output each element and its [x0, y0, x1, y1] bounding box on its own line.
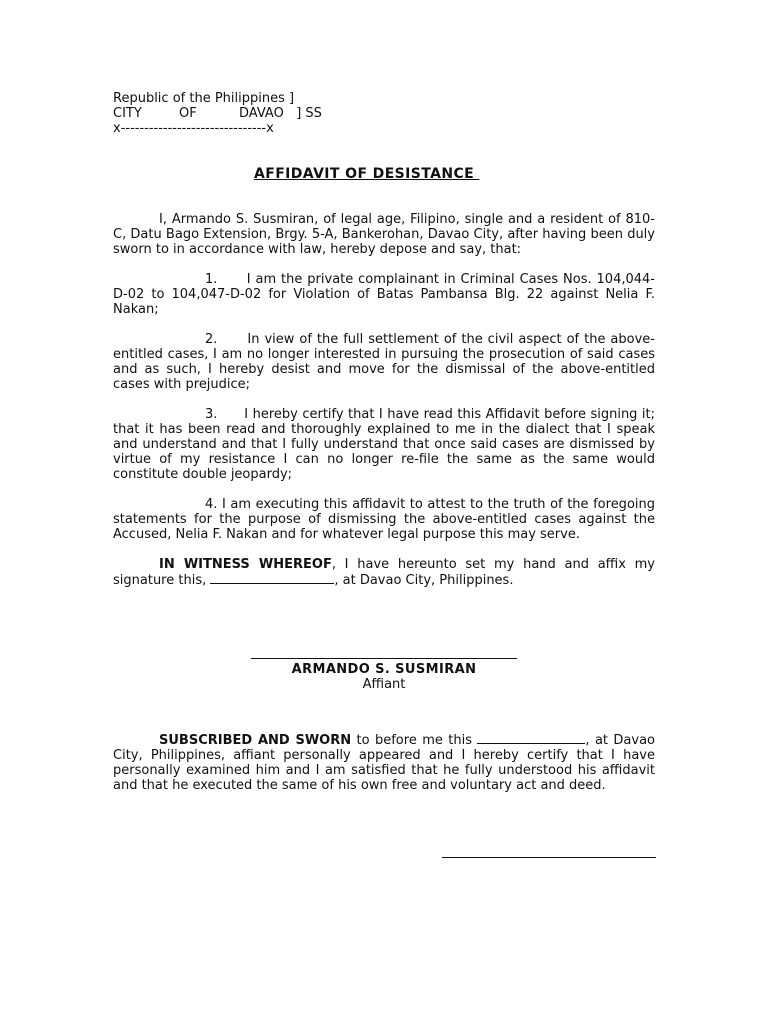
jurat-block: [113, 732, 655, 793]
witness-lead: IN WITNESS WHEREOF: [159, 557, 332, 572]
venue-ss: [284, 106, 296, 121]
venue-city-word: CITY: [113, 106, 142, 121]
numbered-paragraph-2: [113, 332, 655, 392]
venue-of-word: OF: [179, 106, 197, 121]
paragraph-text: In view of the full settlement of the civil aspect of the above-entitled cases, I am no longer interested in pursuing the prosecution of said cases and as such, I hereby desist and move for the dismissal of the above-entitled cases with prejudice;: [113, 332, 655, 392]
document-title: AFFIDAVIT OF DESISTANCE: [254, 166, 480, 182]
paragraph-text: I hereby certify that I have read this Affidavit before signing it; that it has been read and thoroughly explained to me in the dialect that I speak and understand and that I fully understand that once said cases are dismissed by virtue of my resistance I can no longer re-file the same as the same would constitute double jeopardy;: [113, 407, 656, 482]
affiant-name: ARMANDO S. SUSMIRAN: [291, 662, 477, 677]
jurat-date-blank: [477, 732, 585, 744]
jurat-text-a: to before me this: [351, 733, 478, 748]
signature-line: [251, 658, 517, 659]
affiant-role: Affiant: [362, 677, 406, 692]
notary-signature-line: [442, 857, 656, 858]
venue-block: [113, 91, 322, 136]
numbered-paragraph-4: [113, 497, 655, 542]
jurat-paragraph: [113, 732, 655, 793]
venue-separator: x-------------------------------x: [113, 121, 274, 136]
numbered-paragraph-3: [113, 407, 655, 482]
witness-text-b: , at Davao City, Philippines.: [334, 573, 514, 588]
paragraph-text: I am the private complainant in Criminal Cases Nos. 104,044-D-02 to 104,047-D-02 for Violation of Batas Pambansa Blg. 22 against Nelia F. Nakan;: [113, 272, 655, 317]
jurat-lead: SUBSCRIBED AND SWORN: [159, 733, 352, 748]
affiant-signature-block: [251, 658, 517, 692]
affidavit-body: [113, 212, 655, 588]
paragraph-number: 2.: [205, 332, 218, 347]
witness-paragraph: [113, 557, 655, 588]
jurat-text-b: , at Davao City, Philippines, affiant personally appeared and I hereby certify that I have personally examined him and I am satisfied that he fully understood his affidavit and that he executed the same of his own free and voluntary act and deed.: [113, 733, 655, 793]
paragraph-number: 4.: [205, 497, 218, 512]
paragraph-number: 1.: [205, 272, 218, 287]
date-blank: [210, 572, 334, 584]
paragraph-number: 3.: [205, 407, 218, 422]
venue-country: Republic of the Philippines ]: [113, 91, 295, 106]
witness-text-a: , I have hereunto set my hand and affix my signature this,: [113, 557, 656, 588]
venue-davao-word: DAVAO: [239, 106, 284, 121]
paragraph-text: I am executing this affidavit to attest to the truth of the foregoing statements for the purpose of dismissing the above-entitled cases against the Accused, Nelia F. Nakan and for whatever legal purpose this may serve.: [113, 497, 655, 542]
intro-paragraph: I, Armando S. Susmiran, of legal age, Filipino, single and a resident of 810-C, Datu Bago Extension, Brgy. 5-A, Bankerohan, Davao City, after having been duly sworn to in accordance with law, hereby depose and say, that:: [113, 212, 655, 257]
numbered-paragraph-1: [113, 272, 655, 317]
venue-city: [113, 106, 322, 121]
venue-ss-word: ] SS: [296, 106, 322, 121]
